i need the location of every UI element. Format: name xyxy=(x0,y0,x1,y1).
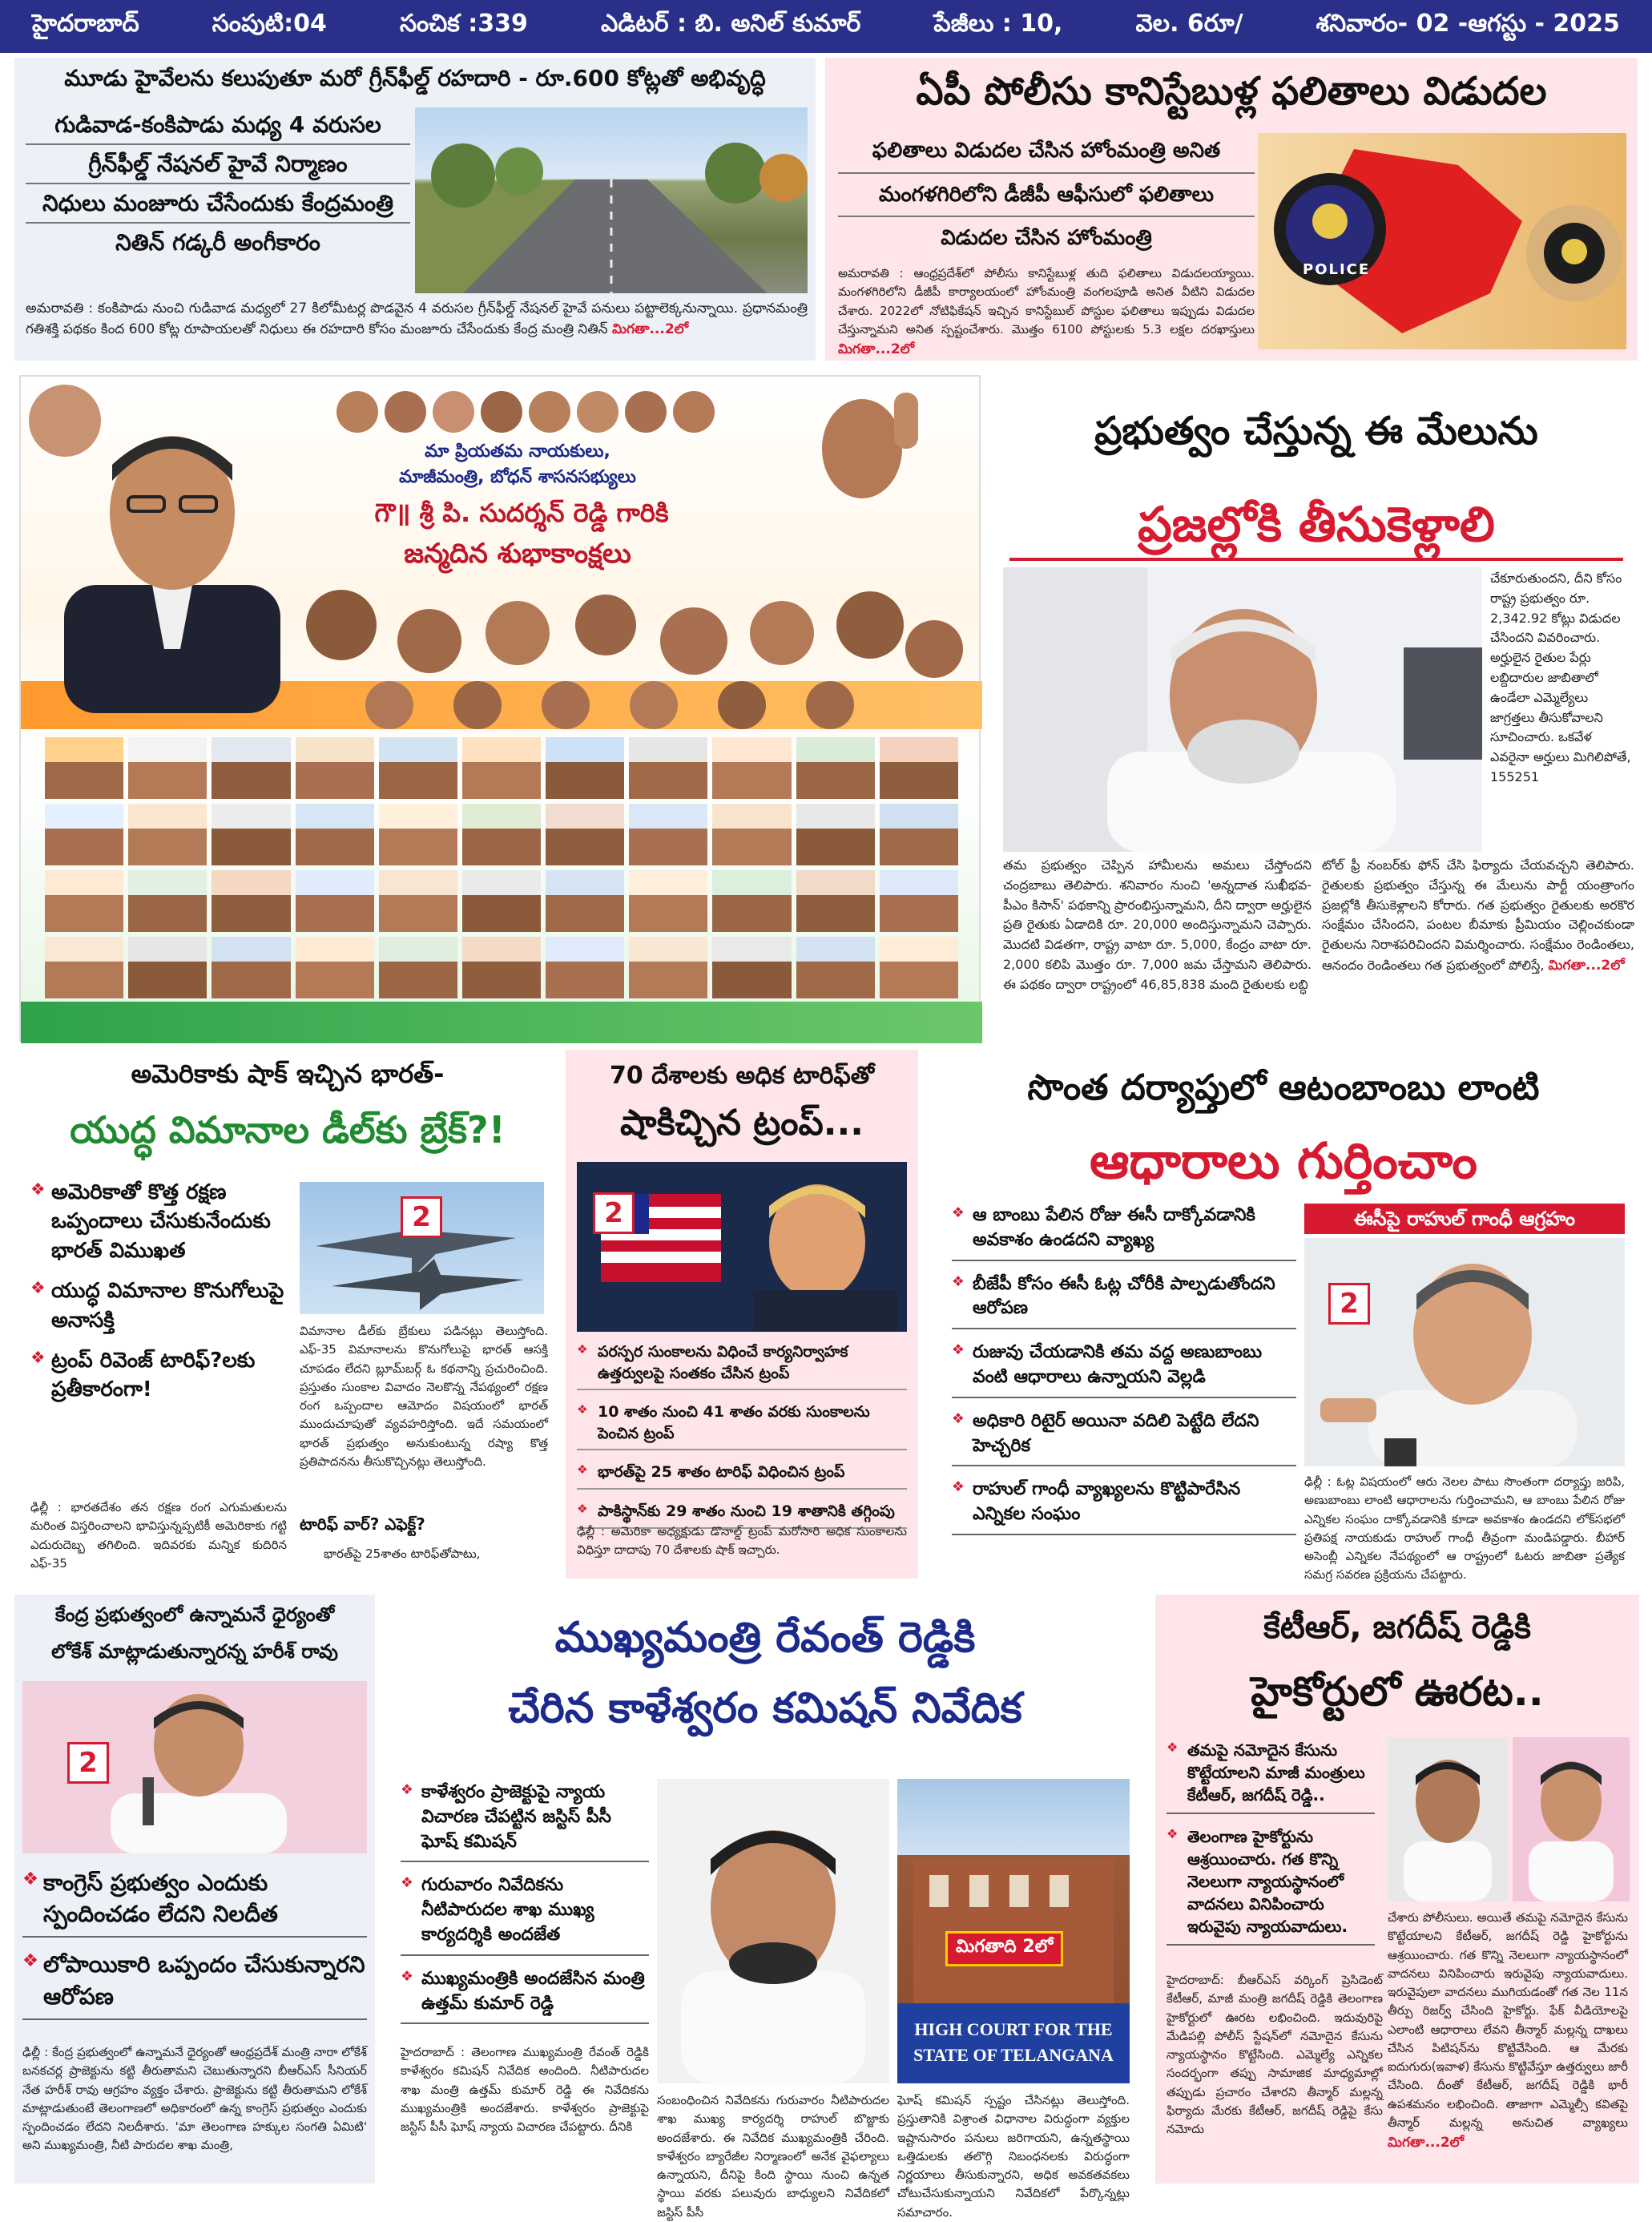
story3-headline2: ప్రజల్లోకి తీసుకెళ్లాలి xyxy=(1138,497,1495,553)
grid-face xyxy=(128,870,207,932)
grid-face xyxy=(296,804,374,865)
grid-face xyxy=(796,870,875,932)
story9-headline2: హైకోర్టులో ఊరట.. xyxy=(1251,1668,1544,1715)
story6-bullet: ❖ బీజేపీ కోసం ఈసీ ఓట్ల చోరీకి పాల్పడుతోందని ఆరోపణ xyxy=(952,1272,1296,1330)
grid-face xyxy=(629,737,707,799)
page-ref-badge: 2 xyxy=(67,1742,109,1784)
grid-face xyxy=(379,804,457,865)
grid-face xyxy=(880,804,958,865)
story2-body: అమరావతి : ఆంధ్రప్రదేశ్‌లో పోలీసు కానిస్టేబుళ్ల తుది ఫలితాలు విడుదలయ్యాయి. మంగళగిరిలోని డీజీపీ కార్యాలయంలో హోంమంత్రి వంగలపూడి అనిత వీటిని విడుదల చేశారు. 2022లో నోటిఫికేషన్ ఇచ్చిన కానిస్టేబుల్ పోస్టుల ఫలితాలు ఇప్పుడు విడుదల చేస్తున్నామని అనిత స్పష్టంచేశారు. మొత్తం 6100 పోస్టులకు 5.3 లక్షల దరఖాస్తులు మిగతా...2లో xyxy=(838,266,1255,357)
story9-col2: చేశారు పోలీసులు. అయితే తమపై నమోదైన కేసును కొట్టేయాలని కేటీఆర్, జగదీష్ రెడ్డి హైకోర్టును ఆశ్రయించారు. గత కొన్ని నెలలుగా న్యాయస్థానంలో వాదనలు వినిపించారు ఇరువైపు న్యాయవాదులు. ఇరువైపులా వాదనలు ముగియడంతో గత నెల 11న తీర్పు రిజర్వ్ చేసింది హైకోర్టు. ఫేక్ వీడియోలపై ఎలాంటి ఆధారాలు లేవని తీన్మార్ మల్లన్న దాఖలు చేసిన పిటిషన్‌ను కొట్టివేసింది. ఆ మేరకు ఐదుగురు(ఇవాళ) కేసును కొట్టివేస్తూ ఉత్తర్వులు జారీ చేసింది. దీంతో కేటీఆర్, జగదీష్ రెడ్డికి భారీ ఉపశమనం లభించింది. తాజాగా ఎమ్మెల్సీ కవితపై తీన్మార్ మల్లన్న అనుచిత వ్యాఖ్యలు మిగతా...2లో xyxy=(1388,1910,1628,2151)
grid-face xyxy=(128,804,207,865)
story8-bullet: ❖ గురువారం నివేదికను నీటిపారుదల శాఖ ముఖ్య కార్యదర్శికి అందజేత xyxy=(401,1873,649,1955)
story4-subhead: టారిఫ్ వార్? ఎఫెక్ట్? xyxy=(300,1514,425,1534)
story3-continued: మిగతా...2లో xyxy=(1548,957,1625,974)
story8-bullets xyxy=(401,1780,649,2035)
story5-bullet: ❖ 10 శాతం నుంచి 41 శాతం వరకు సుంకాలను పెంచిన ట్రంప్ xyxy=(577,1401,907,1450)
grid-face xyxy=(128,937,207,998)
grid-face xyxy=(629,870,707,932)
masthead-date: శనివారం- 02 -ఆగస్టు - 2025 xyxy=(1316,10,1620,38)
story8-col3: ఘోష్ కమిషన్ స్పష్టం చేసినట్లు తెలుస్తోంది. ప్రస్తుతానికి విశ్రాంత విధానాల విరుద్ధంగా వ్యక్తుల ఇష్టానుసారం పనులు జరిగాయని, ఉన్నతస్థాయి ఒత్తిడులకు తలొగ్గి నిబంధనలకు విరుద్ధంగా నిర్ణయాలు తీసుకున్నారని, అధిక అవకతవకలు చోటుచేసుకున్నాయని నివేదికలో పేర్కొన్నట్లు సమాచారం. xyxy=(897,2093,1130,2220)
story-police-results xyxy=(825,58,1638,361)
grid-face xyxy=(296,737,374,799)
supporters-cluster xyxy=(293,569,974,729)
grid-face xyxy=(379,737,457,799)
story4-kicker: అమెరికాకు షాక్ ఇచ్చిన భారత్- xyxy=(131,1059,445,1089)
story1-continued: మిగతా...2లో xyxy=(611,321,689,338)
story4-bullet: ❖ యుద్ధ విమానాల కొనుగోలుపై అనాసక్తి xyxy=(30,1276,287,1335)
ad-green-band xyxy=(21,1002,982,1043)
story-fighter-jet-deal xyxy=(19,1050,556,1579)
grid-face xyxy=(712,737,791,799)
grid-face xyxy=(796,804,875,865)
grid-face xyxy=(212,937,290,998)
story8-col1: హైదరాబాద్ : తెలంగాణ ముఖ్యమంత్రి రేవంత్ రెడ్డికి కాళేశ్వరం కమిషన్ నివేదిక అందింది. నీటిపారుదల శాఖ మంత్రి ఉత్తమ్ కుమార్ రెడ్డి ఈ నివేదికను ముఖ్యమంత్రికి అందజేశారు. కాళేశ్వరం ప్రాజెక్టుపై జస్టిస్ పీసీ ఘోష్ న్యాయ విచారణ చేపట్టారు. దీనికి xyxy=(401,2045,649,2134)
supporters-grid xyxy=(45,737,958,998)
grid-face xyxy=(629,804,707,865)
continued-tag: మిగతాది 2లో xyxy=(945,1931,1063,1966)
story2-headline: ఏపీ పోలీసు కానిస్టేబుళ్ల ఫలితాలు విడుదల xyxy=(916,69,1547,114)
revanth-reddy-photo xyxy=(657,1779,889,2083)
grid-face xyxy=(379,870,457,932)
trump-photo xyxy=(577,1162,907,1332)
cm-chandrababu-photo xyxy=(1003,567,1482,852)
grid-face xyxy=(45,804,123,865)
story3-side-text: చేకూరుతుందని, దీని కోసం రాష్ట్ర ప్రభుత్వం రూ. 2,342.92 కోట్లు విడుదల చేసిందని వివరించారు. అర్హులైన రైతుల పేర్లు లబ్దిదారుల జాబితాలో ఉండేలా ఎమ్మెల్యేలు జాగ్రత్తలు తీసుకోవాలని సూచించారు. ఒకవేళ ఎవరైనా అర్హులు మిగిలిపోతే, 155251 xyxy=(1490,571,1631,784)
story1-body: అమరావతి : కంకిపాడు నుంచి గుడివాడ మధ్యలో 27 కిలోమీటర్ల పొడవైన 4 వరుసల గ్రీన్‌ఫీల్డ్ నేషనల్ హైవే పనులు పట్టాలెక్కనున్నాయి. ప్రధానమంత్రి గతిశక్తి పథకం కింద 600 కోట్ల రూపాయలతో నిధులు ఈ రహదారి కోసం మంజూరు చేసేందుకు కేంద్ర మంత్రి నితిన్ మిగతా...2లో xyxy=(26,300,808,338)
grid-face xyxy=(546,804,624,865)
grid-face xyxy=(212,804,290,865)
court-sign-line1: HIGH COURT FOR THE xyxy=(914,2019,1113,2039)
story2-lines xyxy=(838,130,1255,260)
story4-bullets xyxy=(30,1178,287,1416)
grid-face xyxy=(379,937,457,998)
grid-face xyxy=(212,870,290,932)
story-rahul-gandhi-ec xyxy=(928,1050,1639,1583)
grid-face xyxy=(546,937,624,998)
story6-bullet: ❖ ఆ బాంబు పేలిన రోజు ఈసీ దాక్కోవడానికి అవకాశం ఉండదని వ్యాఖ్య xyxy=(952,1204,1296,1261)
story4-headline: యుద్ధ విమానాల డీల్‌కు బ్రేక్?! xyxy=(70,1108,506,1151)
story8-headline1: ముఖ్యమంత్రి రేవంత్ రెడ్డికి xyxy=(554,1614,976,1662)
grid-face xyxy=(462,737,541,799)
story1-line: గ్రీన్‌ఫీల్డ్ నేషనల్ హైవే నిర్మాణం xyxy=(26,145,410,184)
grid-face xyxy=(546,737,624,799)
story2-line: మంగళగిరిలోని డీజీపీ ఆఫీసులో ఫలితాలు xyxy=(838,174,1255,218)
story6-bullet: ❖ రుజువు చేయడానికి తమ వద్ద అణుబాంబు వంటి ఆధారాలు ఉన్నాయని వెల్లడి xyxy=(952,1341,1296,1398)
high-court-building-photo xyxy=(897,1779,1130,2083)
story8-bullet: ❖ కాళేశ్వరం ప్రాజెక్టుపై న్యాయ విచారణ చేపట్టిన జస్టిస్ పీసీ ఘోష్ కమిషన్ xyxy=(401,1780,649,1862)
masthead-city: హైదరాబాద్ xyxy=(32,10,139,38)
story3-headline2-underline xyxy=(1009,558,1623,561)
page-ref-badge: 2 xyxy=(401,1196,442,1238)
story4-tail: భారత్‌పై 25శాతం టారిఫ్‌తోపాటు, xyxy=(324,1547,481,1561)
grid-face xyxy=(462,870,541,932)
story7-body: ఢిల్లీ : కేంద్ర ప్రభుత్వంలో ఉన్నామనే ధైర్యంతో ఆంధ్రప్రదేశ్ మంత్రి నారా లోకేశ్ బనకచర్ల ప్రాజెక్టును కట్టి తీరుతామని చెబుతున్నారని బీఆర్ఎస్ సీనియర్ నేత హరీశ్ రావు ఆగ్రహం వ్యక్తం చేశారు. ప్రాజెక్టును కట్టి తీరుతామని లోకేశ్ మాట్లాడుతుంటే తెలంగాణలో అధికారంలో ఉన్న కాంగ్రెస్ ప్రభుత్వం ఎందుకు స్పందించడం లేదని నిలదీశారు. 'మా తెలంగాణ హక్కుల సంగతి ఏమిటి' అని ముఖ్యమంత్రి, నీటి పారుదల శాఖ మంత్రి, xyxy=(22,2045,367,2153)
story5-bullets xyxy=(577,1341,907,1540)
grid-face xyxy=(462,804,541,865)
story6-bullet: ❖ రాహుల్ గాంధీ వ్యాఖ్యలను కొట్టిపారేసిన ఎన్నికల సంఘం xyxy=(952,1478,1296,1535)
story3-headline1: ప్రభుత్వం చేస్తున్న ఈ మేలును xyxy=(1094,409,1538,454)
story5-bullet: ❖ భారత్‌పై 25 శాతం టారిఫ్ విధించిన ట్రంప్ xyxy=(577,1462,907,1490)
fighter-jets-photo xyxy=(300,1182,544,1314)
ktr-photo xyxy=(1513,1737,1630,1901)
story1-lines xyxy=(26,106,410,261)
story-harish-rao xyxy=(14,1595,375,2184)
story5-body: ఢిల్లీ : అమెరికా అధ్యక్షుడు డొనాల్డ్ ట్రంప్ మరోసారి అధిక సుంకాలను విధిస్తూ దాదాపు 70 దేశాలకు షాక్ ఇచ్చారు. xyxy=(577,1524,907,1558)
story7-headline1: కేంద్ర ప్రభుత్వంలో ఉన్నామనే ధైర్యంతో xyxy=(54,1603,335,1626)
story3-col2: టోల్ ఫ్రీ నంబర్‌కు ఫోన్ చేసి ఫిర్యాదు చేయవచ్చని తెలిపారు. రైతులకు ప్రభుత్వం చేస్తున్న ఈ మేలును పార్టీ యంత్రాంగం ప్రజల్లోకి తీసుకెళ్లాలని కోరారు. గత ప్రభుత్వం రైతులకు అరకొర సంక్షేమం చేసిందని, పంటల బీమాకు ప్రీమియం చెల్లించకుండా రైతులను నిరాశపరిచిందని విమర్శించారు. సంక్షేమం రెండింతలు, ఆనందం రెండింతలు గత ప్రభుత్వంలో పోలిస్తే, మిగతా...2లో xyxy=(1322,857,1634,974)
story9-bullets xyxy=(1166,1739,1375,1957)
grid-face xyxy=(296,870,374,932)
grid-face xyxy=(880,737,958,799)
cm-waving-photo xyxy=(774,385,934,505)
grid-face xyxy=(546,870,624,932)
story5-headline1: 70 దేశాలకు అధిక టారిఫ్‌తో xyxy=(609,1062,875,1090)
story4-col-left: ఢిల్లీ : భారతదేశం తన రక్షణ రంగ ఎగుమతులను మరింత విస్తరించాలని భావిస్తున్నప్పటికీ అమెరికాకు గట్టి ఎదురుదెబ్బ తగిలింది. ఇదివరకు మన్నిక కుదిరిన ఎఫ్‌-35 xyxy=(30,1500,287,1571)
ad-line2: మాజీమంత్రి, బోధన్ శాసనసభ్యులు xyxy=(399,467,636,487)
rahul-gandhi-photo xyxy=(1304,1238,1625,1466)
story7-headline2: లోకేశ్ మాట్లాడుతున్నారన్న హరీశ్ రావు xyxy=(51,1640,338,1663)
story2-continued: మిగతా...2లో xyxy=(838,341,915,357)
grid-face xyxy=(712,937,791,998)
story6-bullets xyxy=(952,1204,1296,1547)
story4-bullet: ❖ ట్రంప్ రివెంజ్ టారిఫ్?లకు ప్రతీకారంగా! xyxy=(30,1346,287,1405)
story4-bullet: ❖ అమెరికాతో కొత్త రక్షణ ఒప్పందాలు చేసుకునేందుకు భారత్ విముఖత xyxy=(30,1178,287,1265)
masthead-price: వెల. 6రూ/ xyxy=(1135,10,1243,38)
grid-face xyxy=(629,937,707,998)
story-greenfield-highway xyxy=(14,58,816,361)
grid-face xyxy=(712,804,791,865)
grid-face xyxy=(45,737,123,799)
story-trump-tariffs xyxy=(566,1050,918,1579)
story6-headline1: సొంత దర్యాప్తులో ఆటంబాంబు లాంటి xyxy=(1027,1067,1540,1108)
story-kaleshwaram-commission xyxy=(385,1595,1146,2220)
grid-face xyxy=(880,937,958,998)
story7-bullets xyxy=(22,1867,367,2031)
story1-line: గుడివాడ-కంకిపాడు మధ్య 4 వరుసల xyxy=(26,106,410,145)
story7-bullet: ❖ లోపాయికారి ఒప్పందం చేసుకున్నారని ఆరోపణ xyxy=(22,1949,367,2019)
court-sign-line2: STATE OF TELANGANA xyxy=(913,2045,1114,2065)
story8-headline2: చేరిన కాళేశ్వరం కమిషన్ నివేదిక xyxy=(508,1684,1022,1732)
birthday-greeting-ad xyxy=(19,375,981,1042)
story-ktr-high-court xyxy=(1155,1595,1639,2184)
story3-col1: తమ ప్రభుత్వం చెప్పిన హామీలను అమలు చేస్తోందని చంద్రబాబు తెలిపారు. శనివారం నుంచి 'అన్నదాత సుఖీభవ-పీఎం కిసాన్' పథకాన్ని ప్రారంభిస్తున్నామని, దీని ద్వారా అర్హులైన ప్రతి రైతుకు ఏడాదికి రూ. 20,000 అందిస్తున్నామని చెప్పారు. మొదటి విడతగా, రాష్ట్ర వాటా రూ. 5,000, కేంద్రం వాటా రూ. 2,000 కలిపి మొత్తం రూ. 7,000 జమ చేస్తామని తెలిపారు. ఈ పథకం ద్వారా రాష్ట్రంలో 46,85,838 మంది రైతులకు లబ్ధి xyxy=(1003,857,1312,992)
story1-line: నిధులు మంజూరు చేసేందుకు కేంద్రమంత్రి xyxy=(26,184,410,224)
story6-headline2: ఆధారాలు గుర్తించాం xyxy=(1090,1131,1477,1190)
story-cm-farmers-scheme xyxy=(993,375,1639,1042)
grid-face xyxy=(796,937,875,998)
ad-line3: గౌ॥ శ్రీ పి. సుదర్శన్ రెడ్డి గారికి xyxy=(374,498,669,528)
grid-face xyxy=(45,937,123,998)
grid-face xyxy=(796,737,875,799)
story5-bullet: ❖ పాకిస్థాన్‌కు 29 శాతం నుంచి 19 శాతానికి తగ్గింపు xyxy=(577,1501,907,1529)
masthead-editor: ఎడిటర్ : బి. అనిల్ కుమార్ xyxy=(601,10,861,38)
harish-rao-photo xyxy=(22,1681,367,1853)
highway-photo xyxy=(415,107,808,293)
police-badge-text: POLICE xyxy=(1303,261,1371,278)
grid-face xyxy=(128,737,207,799)
story6-bullet: ❖ అధికారి రిటైర్ అయినా వదిలి పెట్టేది లేదని హెచ్చరిక xyxy=(952,1409,1296,1467)
story6-body: ఢిల్లీ : ఓట్ల విషయంలో ఆరు నెలల పాటు సొంతంగా దర్యాప్తు జరిపి, అణుబాంబు లాంటి ఆధారాలను గుర్తించామని, ఆ బాంబు పేలిన రోజు ఎన్నికల సంఘం దాక్కోవడానికి కూడా అవకాశం ఉండదని లోక్‌సభలో ప్రతిపక్ష నాయకుడు రాహుల్ గాంధీ తీవ్రంగా మండిపడ్డారు. బీహార్ అసెంబ్లీ ఎన్నికల నేపథ్యంలో ఆ రాష్ట్రంలో ఓటరు జాబితా ప్రత్యేక సమగ్ర సవరణ ప్రక్రియను చేపట్టారు. xyxy=(1304,1474,1625,1583)
masthead xyxy=(0,0,1652,53)
story9-headline1: కేటీఆర్, జగదీష్ రెడ్డికి xyxy=(1263,1609,1531,1646)
grid-face xyxy=(212,737,290,799)
sonia-gandhi-photo xyxy=(29,385,101,457)
jagadish-reddy-photo xyxy=(1388,1737,1508,1901)
story6-tag: ఈసీపై రాహుల్ గాంధీ ఆగ్రహం xyxy=(1304,1204,1625,1234)
leaders-row xyxy=(333,388,734,436)
story9-bullet: ❖ తెలంగాణ హైకోర్టును ఆశ్రయించారు. గత కొన్ని నెలలుగా న్యాయస్థానంలో వాదనలు వినిపించారు ఇరువైపు న్యాయవాదులు. xyxy=(1166,1825,1375,1946)
ad-line1: మా ప్రియతమ నాయకులు, xyxy=(425,442,610,462)
story7-bullet: ❖ కాంగ్రెస్ ప్రభుత్వం ఎందుకు స్పందించడం లేదని నిలదీత xyxy=(22,1867,367,1938)
story8-bullet: ❖ ముఖ్యమంత్రికి అందజేసిన మంత్రి ఉత్తమ్ కుమార్ రెడ్డి xyxy=(401,1967,649,2025)
grid-face xyxy=(712,870,791,932)
story2-line: ఫలితాలు విడుదల చేసిన హోంమంత్రి అనిత xyxy=(838,130,1255,174)
story1-line: నితిన్ గడ్కరీ అంగీకారం xyxy=(115,229,320,256)
story5-headline2: షాకిచ్చిన ట్రంప్... xyxy=(620,1103,864,1143)
grid-face xyxy=(462,937,541,998)
page-ref-badge: 2 xyxy=(593,1192,635,1234)
story4-col-right: విమానాల డీల్‌కు బ్రేకులు పడినట్లు తెలుస్తోంది. ఎఫ్-35 విమానాలను కొనుగోలుపై భారత్ ఆసక్తి చూపడం లేదని బ్లూమ్‌బర్గ్ ఓ కథనాన్ని ప్రచురించింది. ప్రస్తుతం సుంకాల వివాదం నెలకొన్న నేపథ్యంలో రక్షణ రంగ ఒప్పందాల ఆమోదం విషయంలో భారత్ ముందుచూపుతో వ్యవహరిస్తోంది. ఇదే సమయంలో భారత్ ప్రభుత్వం అనుకుంటున్న రష్యా కొత్త ప్రతిపాదనను తీసుకొచ్చినట్లు తెలుస్తోంది. xyxy=(300,1324,548,1469)
ad-line4: జన్మదిన శుభాకాంక్షలు xyxy=(404,538,631,570)
page-ref-badge: 2 xyxy=(1328,1283,1370,1325)
story8-col2: సంబంధించిన నివేదికను గురువారం నీటిపారుదల శాఖ ముఖ్య కార్యదర్శి రాహుల్ బొజ్జాకు అందజేశారు. ఈ నివేదిక ముఖ్యమంత్రికి చేరింది. కాళేశ్వరం బ్యారేజీల నిర్మాణంలో అనేక వైఫల్యాలు ఉన్నాయని, దీనిపై కింది స్థాయి నుంచి ఉన్నత స్థాయి వరకు పలువురు బాధ్యులని నివేదికలో జస్టిస్ పీసీ xyxy=(657,2093,889,2220)
grid-face xyxy=(45,870,123,932)
story9-bullet: ❖ తమపై నమోదైన కేసును కొట్టేయాలని మాజీ మంత్రులు కేటీఆర్, జగదీష్ రెడ్డి.. xyxy=(1166,1739,1375,1814)
story1-headline: మూడు హైవేలను కలుపుతూ మరో గ్రీన్‌ఫీల్డ్ రహదారి - రూ.600 కోట్లతో అభివృద్ధి xyxy=(64,65,766,91)
police-emblem-graphic xyxy=(1258,133,1626,349)
masthead-issue: సంచిక :339 xyxy=(399,10,528,38)
story2-line: విడుదల చేసిన హోంమంత్రి xyxy=(941,226,1152,250)
masthead-volume: సంపుటి:04 xyxy=(212,10,327,38)
story5-bullet: ❖ పరస్పర సుంకాలను విధించే కార్యనిర్వాహక ఉత్తర్వులపై సంతకం చేసిన ట్రంప్ xyxy=(577,1341,907,1390)
story9-col1: హైదరాబాద్: బీఆర్ఎస్ వర్కింగ్ ప్రెసిడెంట్ కేటీఆర్, మాజీ మంత్రి జగదీష్ రెడ్డికి తెలంగాణ హైకోర్టులో ఊరట లభించింది. ఇదువురిపై మేడిపల్లి పోలీస్ స్టేషన్‌లో నమోదైన కేసును న్యాయస్థానం కొట్టేసింది. ఎమ్మెల్యే ఎన్నికల సందర్భంగా తప్పు సామాజిక మాధ్యమాల్లో తప్పుడు ప్రచారం చేశారని తీన్మార్ మల్లన్న ఫిర్యాదు మేరకు కేటీఆర్, జగదీష్ రెడ్డిపై కేసు నమోదు xyxy=(1166,1973,1383,2136)
grid-face xyxy=(880,870,958,932)
grid-face xyxy=(296,937,374,998)
masthead-pages: పేజీలు : 10, xyxy=(933,10,1063,38)
story9-continued: మిగతా...2లో xyxy=(1388,2135,1465,2151)
